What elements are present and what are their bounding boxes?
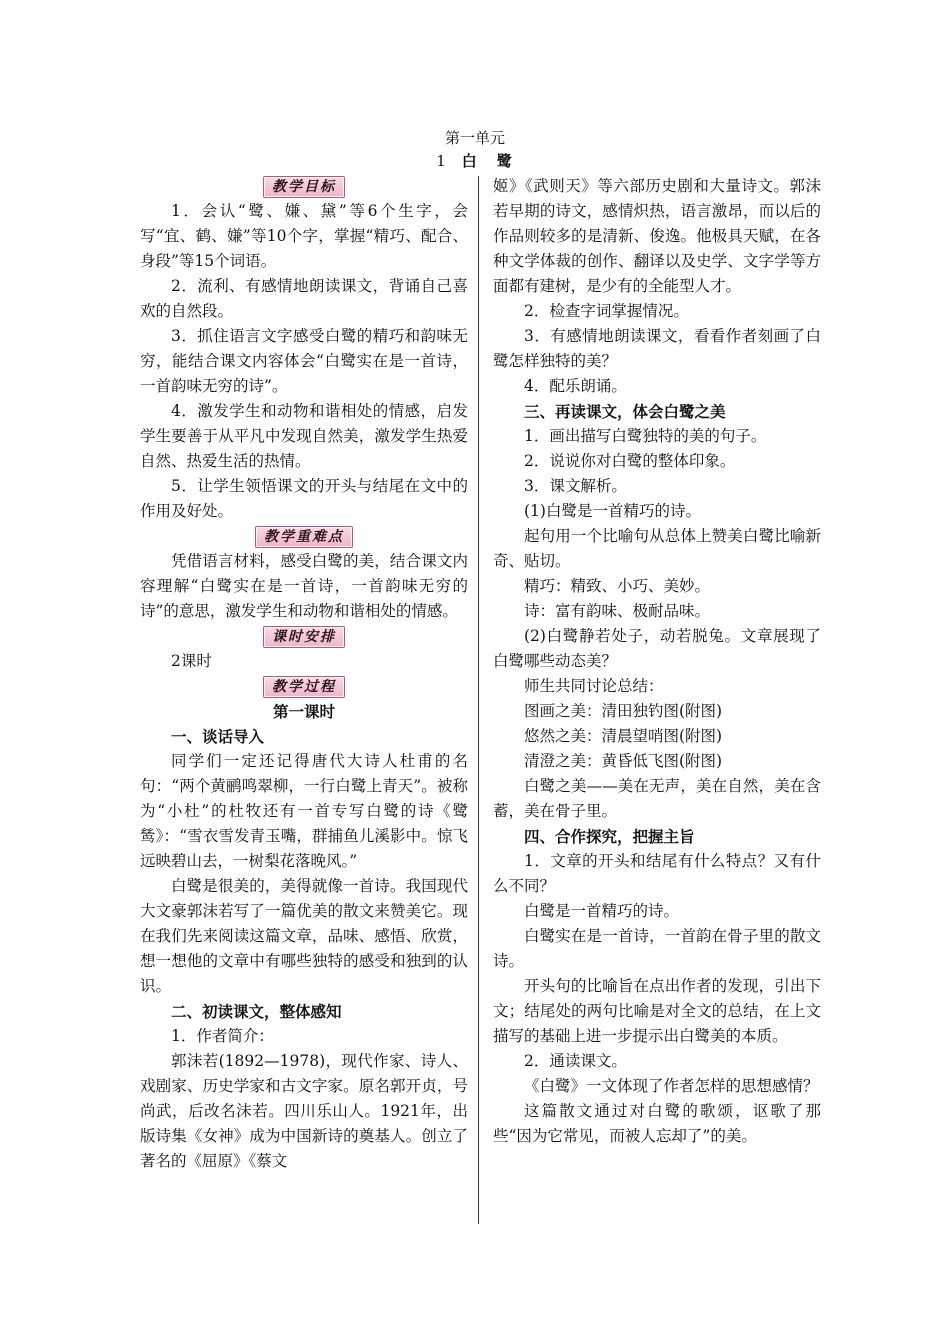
section-4-line: 2．通读课文。 [524,1052,627,1070]
author-bio-continued: 姬》《武则天》等六部历史剧和大量诗文。郭沫若早期的诗文，感情炽热，语言激昂，而以后的作品则较多的是清新、俊逸。他极具天赋，在各种文学体裁的创作、翻译以及史学、文字学等方面都有建树，是少有的全能型人才。 [493,177,821,295]
goal-2: 2．流利、有感情地朗读课文，背诵自己喜欢的自然段。 [140,277,468,320]
section-4-line: 这篇散文通过对白鹭的歌颂，讴歌了那些“因为它常见，而被人忘却了”的美。 [493,1102,821,1145]
first-lesson-heading: 第一课时 [272,702,335,721]
section-4-title: 四、合作探究，把握主旨 [524,827,695,846]
section-3-line: 图画之美：清田独钓图(附图) [524,702,723,720]
badge-key-points: 教学重难点 [255,526,353,548]
section-3-line: 起句用一个比喻句从总体上赞美白鹭比喻新奇、贴切。 [493,527,821,570]
section-1-paragraph-1: 同学们一定还记得唐代大诗人杜甫的名句：“两个黄鹂鸣翠柳，一行白鹭上青天”。被称为“小杜”的杜牧还有一首专写白鹭的诗《鹭鸶》：“雪衣雪发青玉嘴，群捕鱼儿溪影中。惊飞远映碧山去，一树梨花落晚风。” [140,752,468,870]
section-4-line: 白鹭是一首精巧的诗。 [524,902,680,920]
section-3-line: 诗：富有韵味、极耐品味。 [524,602,711,620]
section-3-line: 精巧：精致、小巧、美妙。 [524,577,711,595]
section-2-item-3: 3．有感情地朗读课文，看看作者刻画了白鹭怎样独特的美？ [493,327,821,370]
section-3-title: 三、再读课文，体会白鹭之美 [524,402,726,421]
badge-row-schedule [140,624,468,649]
section-2-item-2: 2．检查字词掌握情况。 [524,302,689,320]
goal-3: 3．抓住语言文字感受白鹭的精巧和韵味无穷，能结合课文内容体会“白鹭实在是一首诗，一首韵味无穷的诗”。 [140,327,468,395]
lesson-title-char-1: 白 [461,152,479,170]
goal-4: 4．激发学生和动物和谐相处的情感，启发学生要善于从平凡中发现自然美，激发学生热爱自然、热爱生活的热情。 [140,402,468,470]
badge-row-goals [140,174,468,199]
goal-1: 1．会认“鹭、嫌、黛”等6个生字，会写“宜、鹤、嫌”等10个字，掌握“精巧、配合、身段”等15个词语。 [140,202,468,270]
schedule-text: 2课时 [171,652,212,670]
section-2-item-4: 4．配乐朗诵。 [524,377,627,395]
badge-row-process [140,674,468,699]
section-3-line: (2)白鹭静若处子，动若脱兔。文章展现了白鹭哪些动态美？ [493,627,821,670]
section-3-line: 2．说说你对白鹭的整体印象。 [524,452,736,470]
section-3-line: 清澄之美：黄昏低飞图(附图) [524,752,723,770]
column-divider [478,176,479,1224]
section-2-item-1: 1．作者简介： [171,1027,274,1045]
section-1-paragraph-2: 白鹭是很美的，美得就像一首诗。我国现代大文豪郭沫若写了一篇优美的散文来赞美它。现在我们先来阅读这篇文章，品味、感悟、欣赏，想一想他的文章中有哪些独特的感受和独到的认识。 [140,877,468,995]
section-3-line: 白鹭之美——美在无声，美在自然，美在含蓄，美在骨子里。 [493,777,821,820]
section-3-line: 师生共同讨论总结： [524,677,664,695]
section-4-line: 1．文章的开头和结尾有什么特点？又有什么不同？ [493,852,821,895]
section-2-title: 二、初读课文，整体感知 [171,1002,342,1021]
section-3-line: 3．课文解析。 [524,477,627,495]
section-4-line: 《白鹭》一文体现了作者怎样的思想感情？ [524,1077,819,1095]
badge-row-key [140,524,468,549]
lesson-title [0,151,950,171]
author-bio: 郭沫若(1892—1978)，现代作家、诗人、戏剧家、历史学家和古文字家。原名郭开贞，号尚武，后改名沫若。四川乐山人。1921年，出版诗集《女神》成为中国新诗的奠基人。创立了著名的《屈原》《蔡文 [140,1052,468,1170]
section-4-line: 白鹭实在是一首诗，一首韵在骨子里的散文诗。 [493,927,821,970]
goal-5: 5．让学生领悟课文的开头与结尾在文中的作用及好处。 [140,477,468,520]
badge-teaching-process: 教学过程 [263,676,345,698]
unit-title: 第一单元 [444,129,505,147]
left-column [140,174,468,1174]
badge-schedule: 课时安排 [263,626,345,648]
lesson-number: 1 [436,152,448,170]
right-column [493,174,821,1149]
section-3-line: (1)白鹭是一首精巧的诗。 [524,502,701,520]
section-3-line: 悠然之美：清晨望哨图(附图) [524,727,723,745]
lesson-title-char-2: 鹭 [496,152,514,170]
badge-teaching-goals: 教学目标 [263,176,345,198]
section-4-line: 开头句的比喻旨在点出作者的发现，引出下文；结尾处的两句比喻是对全文的总结，在上文描写的基础上进一步提示出白鹭美的本质。 [493,977,821,1045]
section-3-line: 1．画出描写白鹭独特的美的句子。 [524,427,767,445]
section-1-title: 一、谈话导入 [171,727,265,746]
key-points-text: 凭借语言材料，感受白鹭的美，结合课文内容理解“白鹭实在是一首诗，一首韵味无穷的诗”的意思，激发学生和动物和谐相处的情感。 [140,552,468,620]
